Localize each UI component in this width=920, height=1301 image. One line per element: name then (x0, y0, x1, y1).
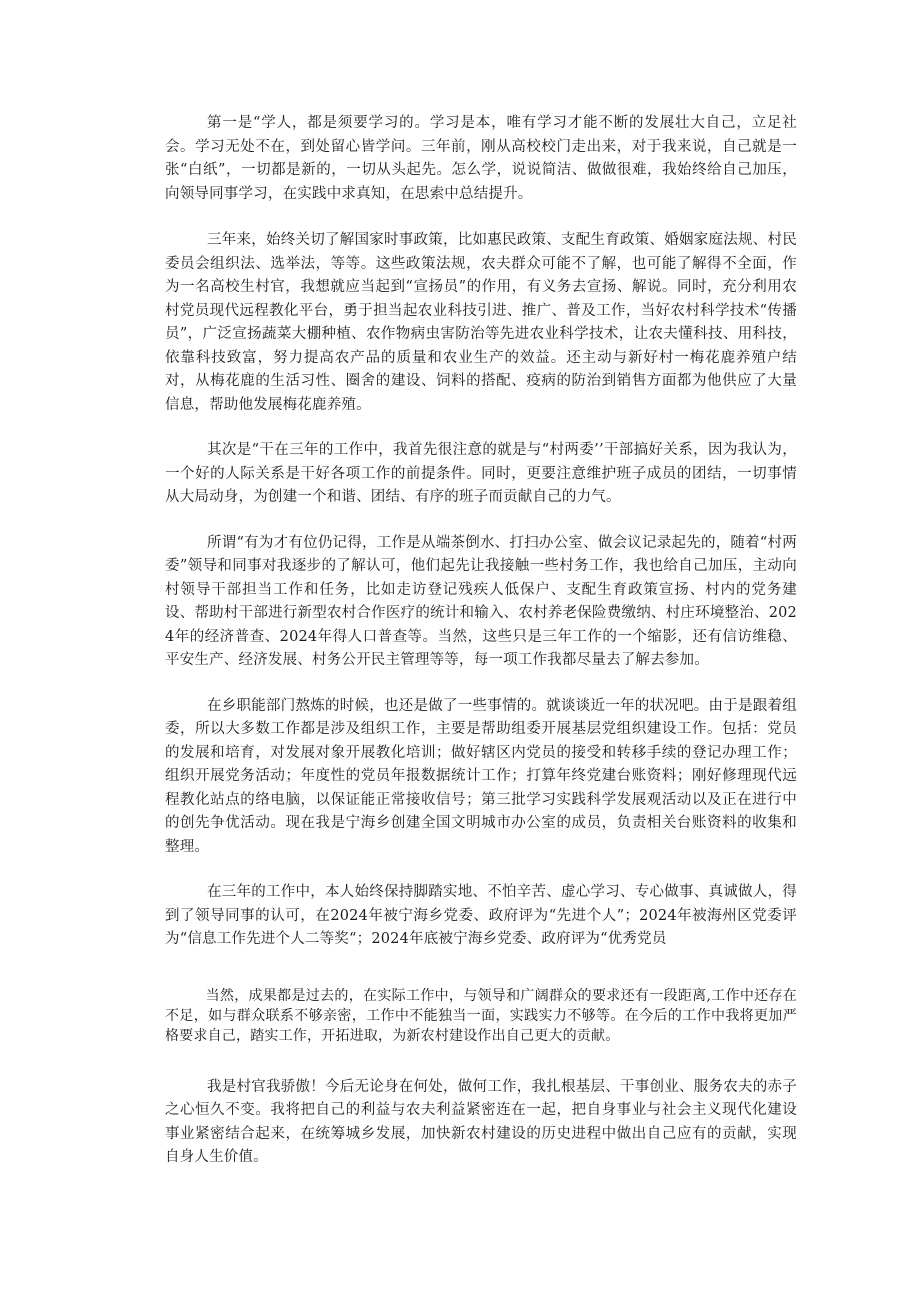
paragraph-relations: 其次是“干在三年的工作中，我首先很注意的就是与“村两委’’干部搞好关系，因为我认为，一个好的人际关系是干好各项工作的前提条件。同时，更要注意维护班子成员的团结，一切事情从大局动身，为创建一个和谐、团结、有序的班子而贡献自己的力气。 (165, 442, 797, 505)
paragraph-shortcomings: 当然，成果都是过去的，在实际工作中，与领导和广阔群众的要求还有一段距离,工作中还存在不足，如与群众联系不够亲密，工作中不能独当一面，实践实力不够等。在今后的工作中我将更加严格要求自己，踏实工作，开拓进取，为新农村建设作出自己更大的贡献。 (165, 987, 797, 1044)
paragraph-township-work: 在乡职能部门熬炼的时候，也还是做了一些事情的。就谈谈近一年的状况吧。由于是跟着组委，所以大多数工作都是涉及组织工作，主要是帮助组委开展基层党组织建设工作。包括：党员的发展和培育，对发展对象开展教化培训；做好辖区内党员的接受和转移手续的登记办理工作；组织开展党务活动；年度性的党员年报数据统计工作；打算年终党建台账资料；刚好修理现代远程教化站点的络电脑，以保证能正常接收信号；第三批学习实践科学发展观活动以及正在进行中的创先争优活动。现在我是宁海乡创建全国文明城市办公室的成员，负责相关台账资料的收集和整理。 (165, 697, 797, 855)
paragraph-learning: 第一是“学人，都是须要学习的。学习是本，唯有学习才能不断的发展壮大自己，立足社会。学习无处不在，到处留心皆学问。三年前，刚从高校校门走出来，对于我来说，自己就是一张“白纸”，一切都是新的，一切从头起先。怎么学，说说简洁、做做很难，我始终给自己加压，向领导同事学习，在实践中求真知，在思索中总结提升。 (165, 115, 797, 202)
paragraph-policy-publicity: 三年来，始终关切了解国家时事政策，比如惠民政策、支配生育政策、婚姻家庭法规、村民委员会组织法、选举法，等等。这些政策法规，农夫群众可能不了解，也可能了解得不全面，作为一名高校生村官，我想就应当起到“宣扬员”的作用，有义务去宣扬、解说。同时，充分利用农村党员现代远程教化平台，勇于担当起农业科技引进、推广、普及工作，当好农村科学技术“传播员”，广泛宣扬蔬菜大棚种植、农作物病虫害防治等先进农业科学技术，让农夫懂科技、用科技，依靠科技致富，努力提高农产品的质量和农业生产的效益。还主动与新好村一梅花鹿养殖户结对，从梅花鹿的生活习性、圈舍的建设、饲料的搭配、疫病的防治到销售方面都为他供应了大量信息，帮助他发展梅花鹿养殖。 (165, 232, 797, 413)
paragraph-honors: 在三年的工作中，本人始终保持脚踏实地、不怕辛苦、虚心学习、专心做事、真诚做人，得到了领导同事的认可，在2024年被宁海乡党委、政府评为“先进个人”；2024年被海州区党委评为“信息工作先进个人二等奖“；2024年底被宁海乡党委、政府评为“优秀党员 (165, 884, 797, 947)
document-body (165, 112, 797, 1170)
paragraph-conclusion: 我是村官我骄傲！今后无论身在何处，做何工作，我扎根基层、干事创业、服务农夫的赤子之心恒久不变。我将把自己的利益与农夫利益紧密连在一起，把自身事业与社会主义现代化建设事业紧密结合起来，在统筹城乡发展，加快新农村建设的历史进程中做出自己应有的贡献，实现自身人生价值。 (165, 1078, 797, 1165)
paragraph-village-work: 所谓“有为才有位仍记得，工作是从端茶倒水、打扫办公室、做会议记录起先的，随着“村两委”领导和同事对我逐步的了解认可，他们起先让我接触一些村务工作，我也给自己加压，主动向村领导干部担当工作和任务，比如走访登记残疾人低保户、支配生育政策宣扬、村内的党务建设、帮助村干部进行新型农村合作医疗的统计和输入、农村养老保险费缴纳、村庄环境整治、2024年的经济普查、2024年得人口普查等。当然，这些只是三年工作的一个缩影，还有信访维稳、平安生产、经济发展、村务公开民主管理等等，每一项工作我都尽量去了解去参加。 (165, 534, 797, 668)
